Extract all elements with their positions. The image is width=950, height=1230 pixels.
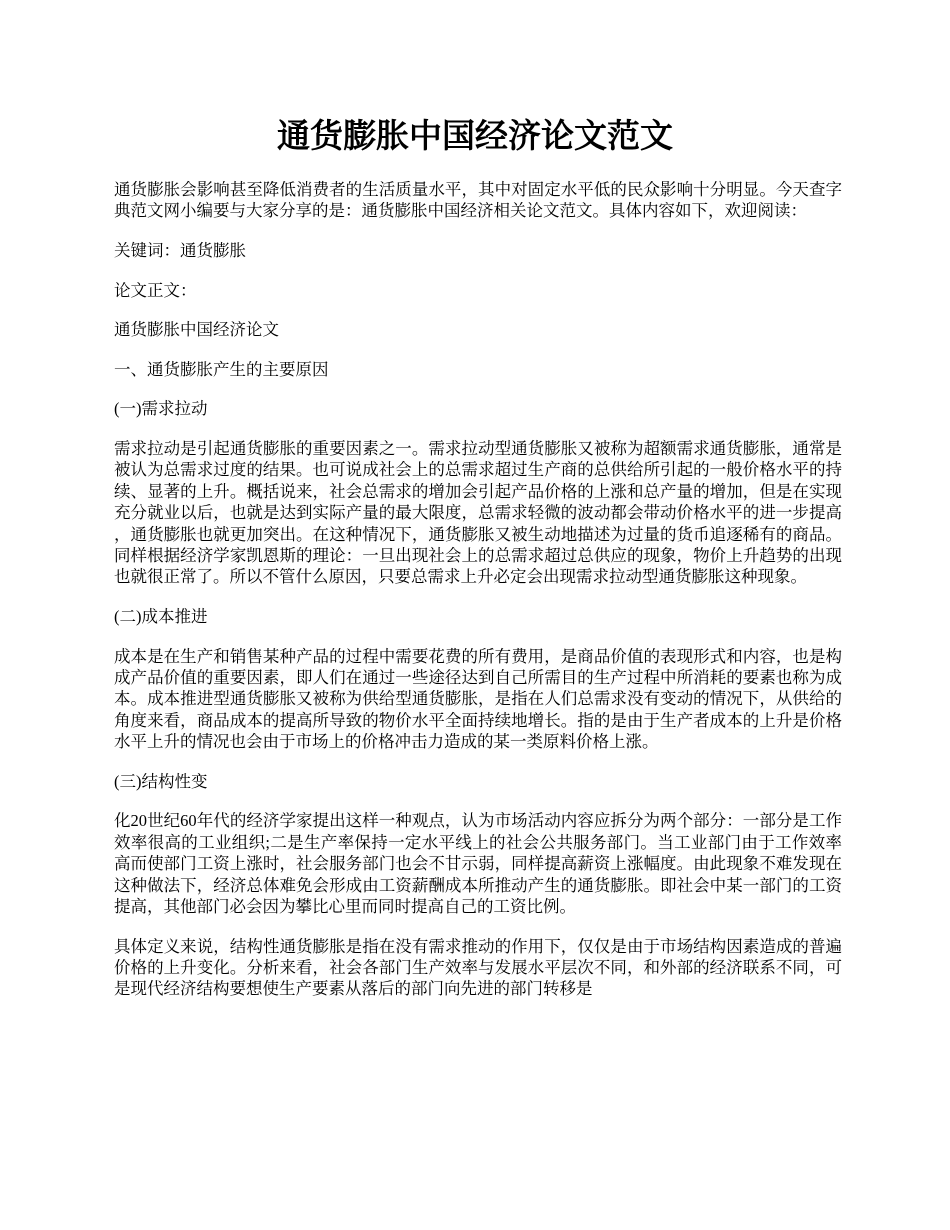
document-body	[114, 179, 842, 1018]
intro-paragraph: 通货膨胀会影响甚至降低消费者的生活质量水平，其中对固定水平低的民众影响十分明显。今天查字典范文网小编要与大家分享的是：通货膨胀中国经济相关论文范文。具体内容如下，欢迎阅读：	[114, 180, 842, 221]
keywords-line: 关键词：通货膨胀	[114, 241, 246, 260]
document-title: 通货膨胀中国经济论文范文	[277, 116, 673, 155]
structural-paragraph-1: 化20世纪60年代的经济学家提出这样一种观点，认为市场活动内容应拆分为两个部分：一部分是工作效率很高的工业组织;二是生产率保持一定水平线上的社会公共服务部门。当工业部门由于工作效率高而使部门工资上涨时，社会服务部门也会不甘示弱，同样提高薪资上涨幅度。由此现象不难发现在这种做法下，经济总体难免会形成由工资薪酬成本所推动产生的通货膨胀。即社会中某一部门的工资提高，其他部门必会因为攀比心里而同时提高自己的工资比例。	[114, 811, 842, 917]
section-heading-causes: 一、通货膨胀产生的主要原因	[114, 359, 329, 379]
subsection-heading-demand-pull: (一)需求拉动	[114, 399, 208, 419]
body-label: 论文正文：	[114, 280, 197, 300]
subsection-heading-cost-push: (二)成本推进	[114, 607, 208, 626]
demand-pull-paragraph: 需求拉动是引起通货膨胀的重要因素之一。需求拉动型通货膨胀又被称为超额需求通货膨胀，通常是被认为总需求过度的结果。也可说成社会上的总需求超过生产商的总供给所引起的一般价格水平的持续、显著的上升。概括说来，社会总需求的增加会引起产品价格的上涨和总产量的增加，但是在实现充分就业以后，也就是达到实际产量的最大限度，总需求轻微的波动都会带动价格水平的进一步提高，通货膨胀也就更加突出。在这种情况下，通货膨胀又被生动地描述为过量的货币追逐稀有的商品。同样根据经济学家凯恩斯的理论：一旦出现社会上的总需求超过总供应的现象，物价上升趋势的出现也就很正常了。所以不管什么原因，只要总需求上升必定会出现需求拉动型通货膨胀这种现象。	[114, 438, 842, 587]
paper-subtitle: 通货膨胀中国经济论文	[114, 320, 279, 340]
structural-paragraph-2: 具体定义来说，结构性通货膨胀是指在没有需求推动的作用下，仅仅是由于市场结构因素造成的普遍价格的上升变化。分析来看，社会各部门生产效率与发展水平层次不同，和外部的经济联系不同，可是现代经济结构要想使生产要素从落后的部门向先进的部门转移是	[114, 936, 842, 999]
subsection-heading-structural: (三)结构性变	[114, 771, 208, 791]
cost-push-paragraph: 成本是在生产和销售某种产品的过程中需要花费的所有费用，是商品价值的表现形式和内容，也是构成产品价值的重要因素，即人们在通过一些途径达到自己所需目的生产过程中所消耗的要素也称为成本。成本推进型通货膨胀又被称为供给型通货膨胀，是指在人们总需求没有变动的情况下，从供给的角度来看，商品成本的提高所导致的物价水平全面持续地增长。指的是由于生产者成本的上升是价格水平上升的情况也会由于市场上的价格冲击力造成的某一类原料价格上涨。	[114, 646, 842, 752]
